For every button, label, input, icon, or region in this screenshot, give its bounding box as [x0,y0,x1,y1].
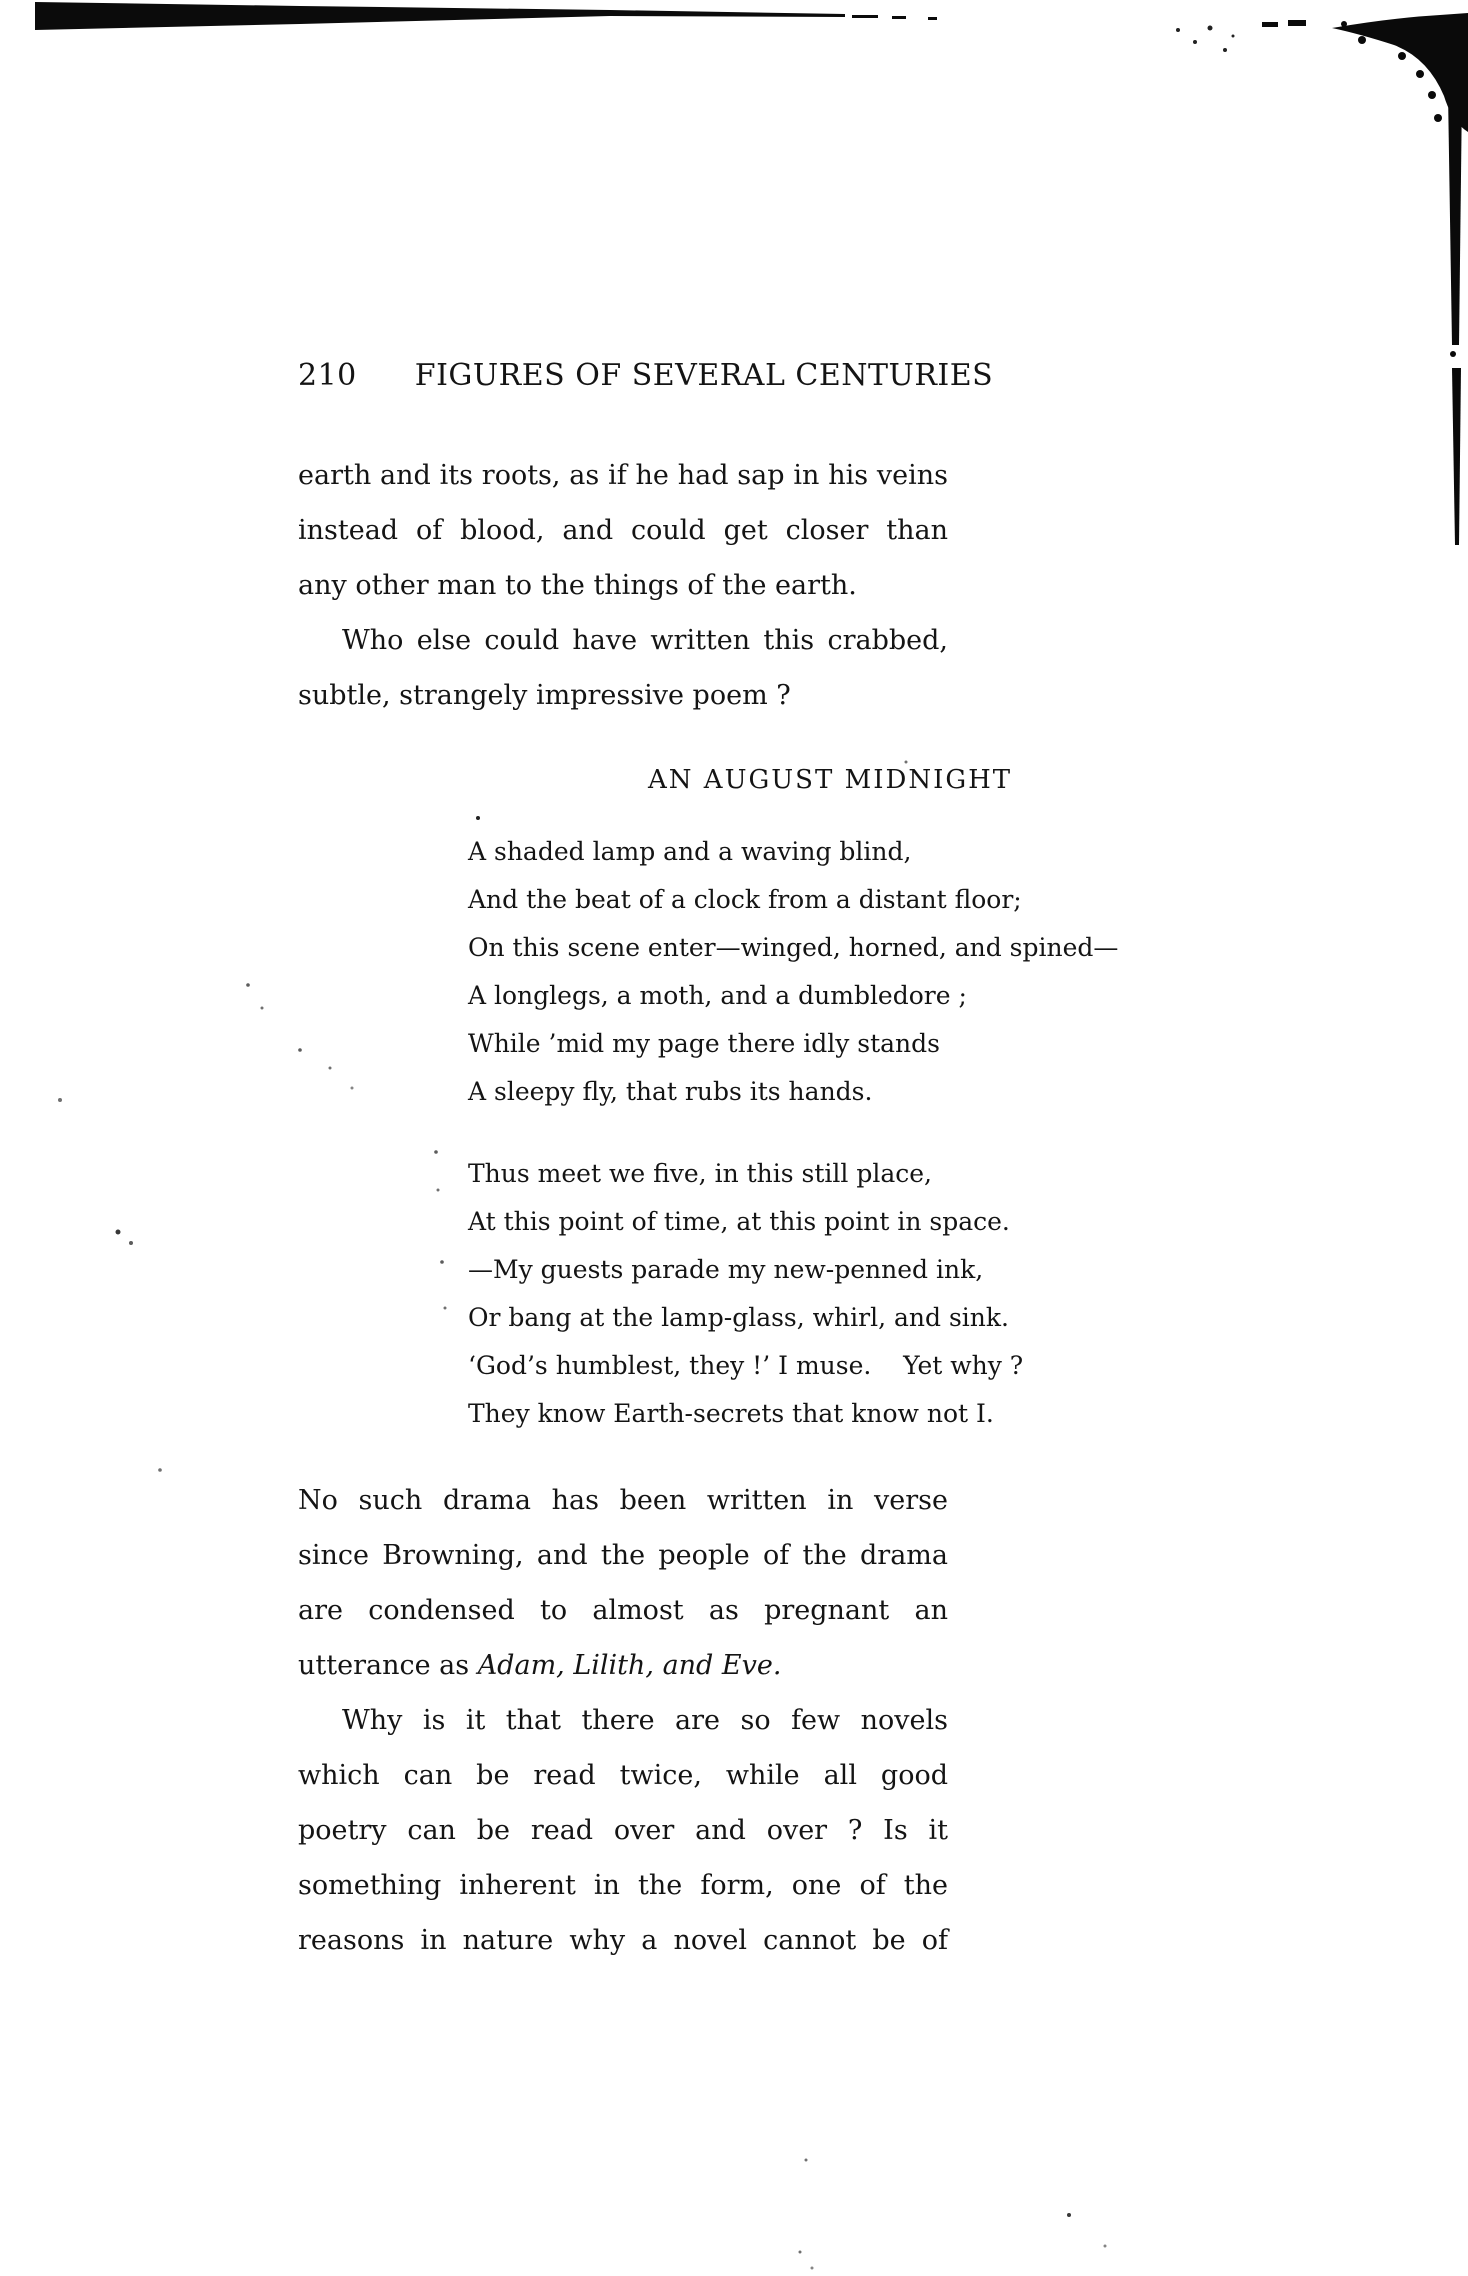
text-line: No such drama has been written in verse [298,1485,948,1516]
paragraph-earth-and-roots [298,448,948,613]
paragraph-why-so-few-novels [298,1693,948,1968]
text-line: ‘God’s humblest, they !’ I muse. Yet why ? [468,1351,1024,1380]
poem-title: AN AUGUST MIDNIGHT [648,765,1013,795]
text-line: reasons in nature why a novel cannot be of [298,1925,948,1956]
paragraph-no-such-drama [298,1473,948,1693]
text-segment: utterance as [298,1650,478,1681]
poem-stanza-1 [468,828,1119,1116]
text-line: earth and its roots, as if he had sap in his veins [298,460,948,491]
scan-artifact-edge-line [1448,92,1462,345]
text-line: any other man to the things of the earth. [298,570,857,601]
text-line: A sleepy fly, that rubs its hands. [468,1077,873,1106]
text-line: —My guests parade my new-penned ink, [468,1255,984,1284]
text-line: something inherent in the form, one of the [298,1870,948,1901]
text-line: While ’mid my page there idly stands [468,1029,940,1058]
text-line: which can be read twice, while all good [298,1760,948,1791]
text-line: Or bang at the lamp-glass, whirl, and sink. [468,1303,1009,1332]
text-line: are condensed to almost as pregnant an [298,1595,948,1626]
text-line: And the beat of a clock from a distant floor; [468,885,1022,914]
italic-text: Adam, Lilith, and Eve. [477,1650,782,1681]
text-line: instead of blood, and could get closer than [298,515,948,546]
text-line: Who else could have written this crabbed, [342,625,948,656]
book-title: FIGURES OF SEVERAL CENTURIES [414,358,994,393]
paragraph-who-else [298,613,948,723]
text-line: Why is it that there are so few novels [342,1705,948,1736]
text-line: A longlegs, a moth, and a dumbledore ; [468,981,967,1010]
text-line: subtle, strangely impressive poem ? [298,680,791,711]
scan-artifact-corner-blotch [1332,13,1468,132]
running-head [298,358,1058,393]
text-line: They know Earth-secrets that know not I. [468,1399,994,1428]
text-line: poetry can be read over and over ? Is it [298,1815,948,1846]
text-line: A shaded lamp and a waving blind, [468,837,912,866]
poem-stanza-2 [468,1150,1048,1438]
text-line: At this point of time, at this point in space. [468,1207,1010,1236]
text-line [298,1638,948,1693]
text-line: since Browning, and the people of the drama [298,1540,948,1571]
text-line: On this scene enter—winged, horned, and spined— [468,933,1119,962]
scan-artifact-top-bar [35,2,845,30]
page-number: 210 [298,358,357,393]
text-line: Thus meet we five, in this still place, [468,1159,932,1188]
